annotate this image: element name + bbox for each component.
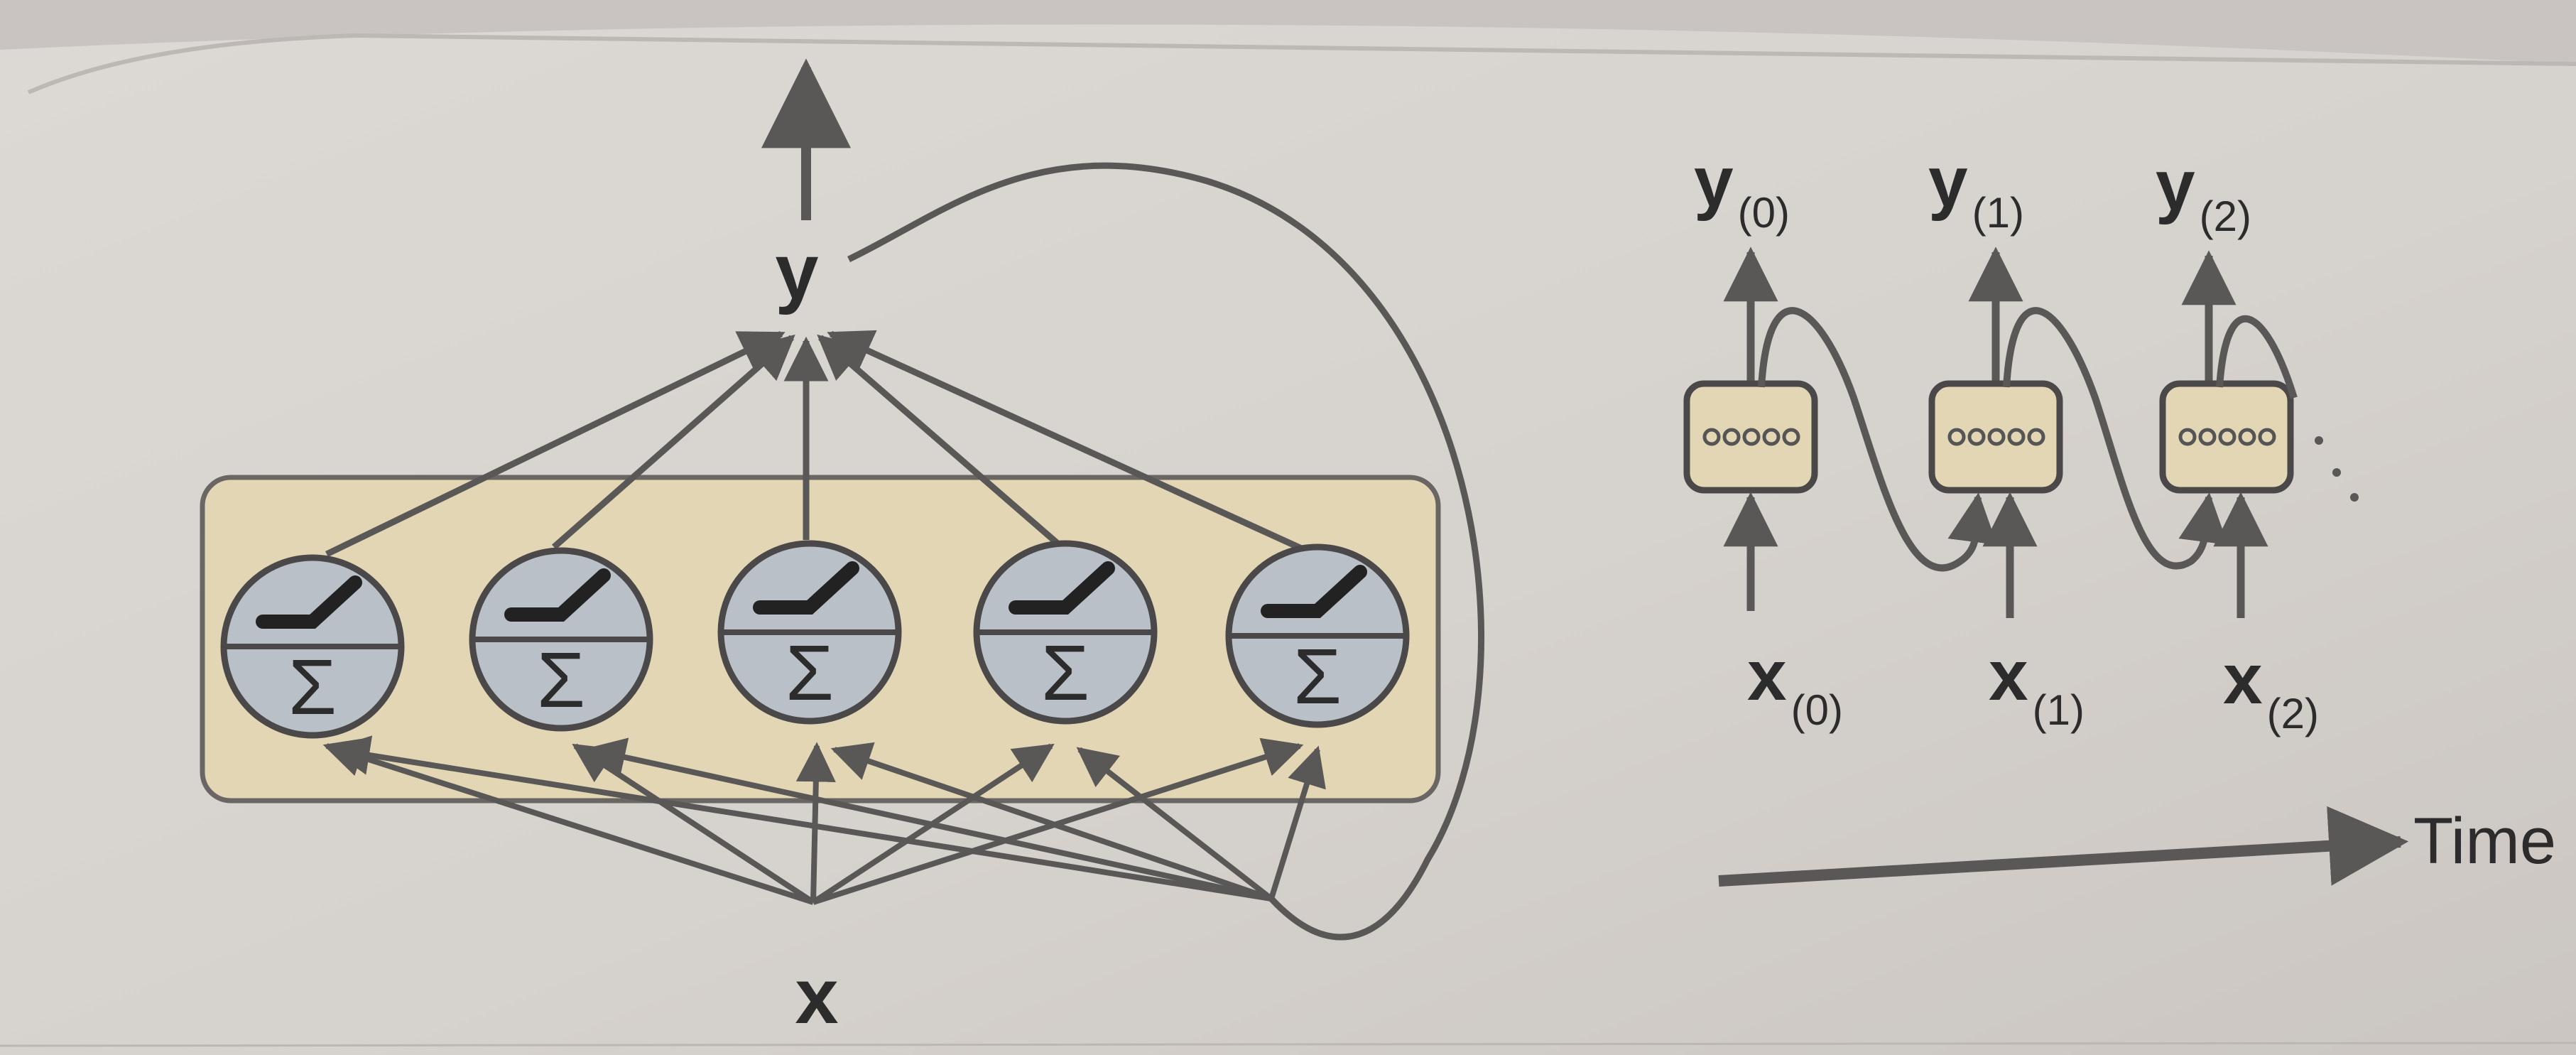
- neuron-sum-symbol: Σ: [288, 644, 337, 731]
- neuron-1: [224, 558, 401, 735]
- neuron-3: [721, 543, 898, 721]
- neuron-2: [472, 551, 650, 728]
- neuron-sum-symbol: Σ: [786, 629, 834, 717]
- neuron-4: [977, 543, 1154, 721]
- output-label-y: y: [775, 228, 819, 315]
- y-label-1: y $_{(1)}$: [1928, 142, 2024, 237]
- y-label-0: y $_{(0)}$: [1694, 142, 1790, 237]
- x-label-1: x $_{(1)}$: [1989, 636, 2085, 734]
- input-label-x: x: [795, 953, 839, 1040]
- x-label-2: x $_{(2)}$: [2223, 639, 2319, 737]
- neuron-sum-symbol: Σ: [1041, 629, 1089, 717]
- neuron-sum-symbol: Σ: [1293, 633, 1342, 720]
- neuron-5: [1229, 547, 1406, 725]
- neuron-sum-symbol: Σ: [537, 637, 585, 724]
- time-label: Time: [2413, 805, 2557, 877]
- y-label-2: y $_{(2)}$: [2156, 146, 2251, 240]
- x-label-0: x $_{(0)}$: [1747, 636, 1843, 734]
